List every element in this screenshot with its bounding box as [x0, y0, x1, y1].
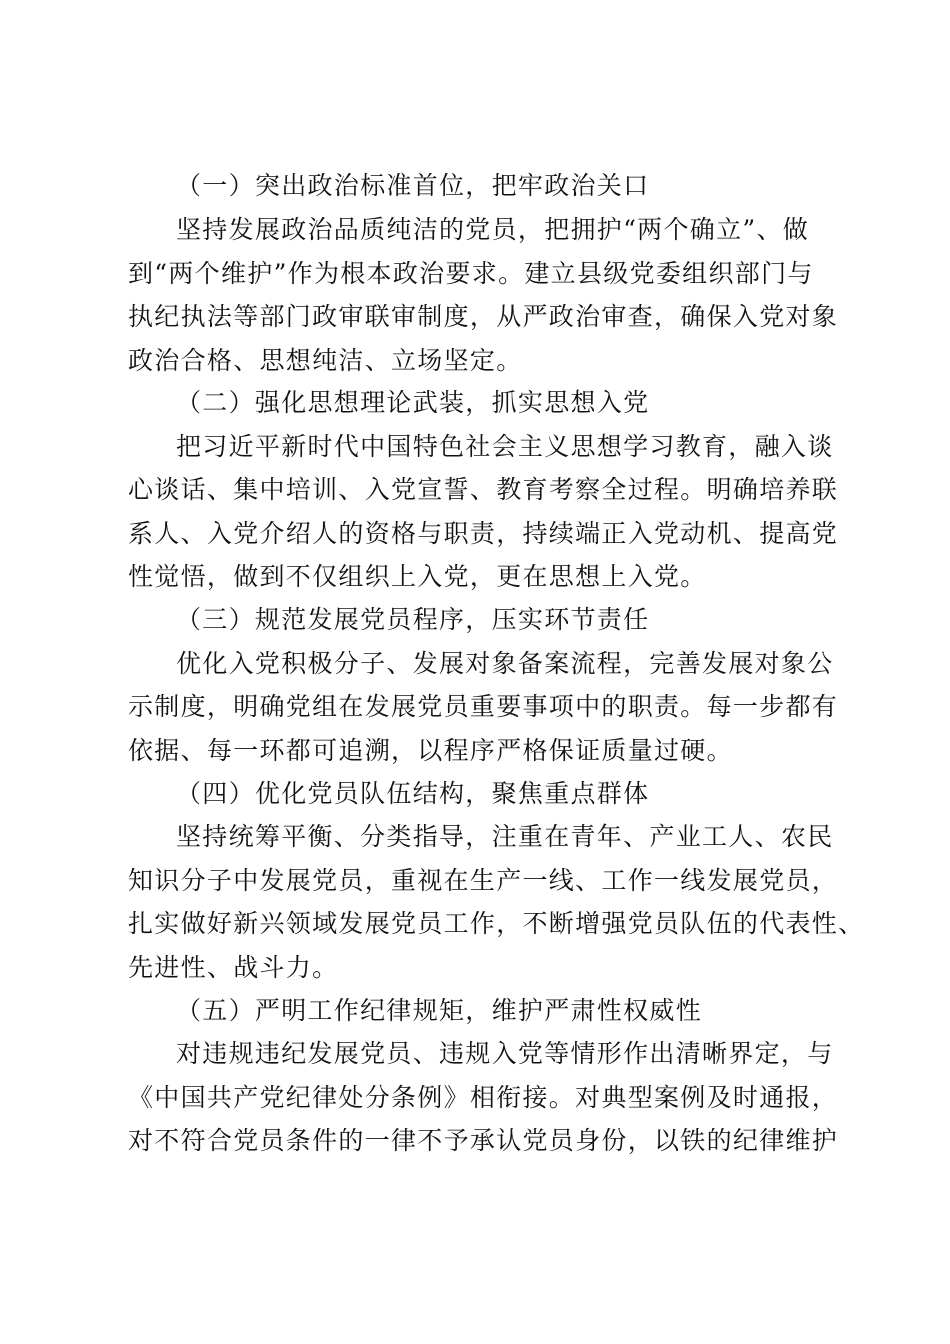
paragraph-line: 优化入党积极分子、发展对象备案流程，完善发展对象公 [176, 649, 834, 678]
paragraph-line: 性觉悟，做到不仅组织上入党，更在思想上入党。 [128, 562, 707, 591]
paragraph-line: 示制度，明确党组在发展党员重要事项中的职责。每一步都有 [128, 692, 839, 721]
paragraph-line: 把习近平新时代中国特色社会主义思想学习教育，融入谈 [176, 432, 834, 461]
paragraph-line: 先进性、战斗力。 [128, 953, 339, 982]
section-heading-5: （五）严明工作纪律规矩，维护严肃性权威性 [176, 996, 703, 1025]
section-heading-3: （三）规范发展党员程序，压实环节责任 [176, 605, 650, 634]
section-heading-1: （一）突出政治标准首位，把牢政治关口 [176, 171, 650, 200]
paragraph-line: 到“两个维护”作为根本政治要求。建立县级党委组织部门与 [128, 259, 814, 288]
paragraph-line: 政治合格、思想纯洁、立场坚定。 [128, 346, 523, 375]
paragraph-line: 对不符合党员条件的一律不予承认党员身份，以铁的纪律维护 [128, 1126, 839, 1155]
paragraph-line: 坚持统筹平衡、分类指导，注重在青年、产业工人、农民 [176, 822, 834, 851]
paragraph-line: 《中国共产党纪律处分条例》相衔接。对典型案例及时通报， [128, 1083, 839, 1112]
paragraph-line: 对违规违纪发展党员、违规入党等情形作出清晰界定，与 [176, 1039, 834, 1068]
paragraph-line: 心谈话、集中培训、入党宣誓、教育考察全过程。明确培养联 [128, 475, 839, 504]
section-heading-4: （四）优化党员队伍结构，聚焦重点群体 [176, 779, 650, 808]
paragraph-line: 系人、入党介绍人的资格与职责，持续端正入党动机、提高党 [128, 519, 839, 548]
paragraph-line: 扎实做好新兴领域发展党员工作，不断增强党员队伍的代表性、 [128, 909, 865, 938]
paragraph-line: 依据、每一环都可追溯，以程序严格保证质量过硬。 [128, 736, 733, 765]
paragraph-line: 知识分子中发展党员，重视在生产一线、工作一线发展党员， [128, 866, 839, 895]
paragraph-line: 坚持发展政治品质纯洁的党员，把拥护“两个确立”、做 [176, 215, 810, 244]
section-heading-2: （二）强化思想理论武装，抓实思想入党 [176, 388, 650, 417]
paragraph-line: 执纪执法等部门政审联审制度，从严政治审查，确保入党对象 [128, 302, 839, 331]
